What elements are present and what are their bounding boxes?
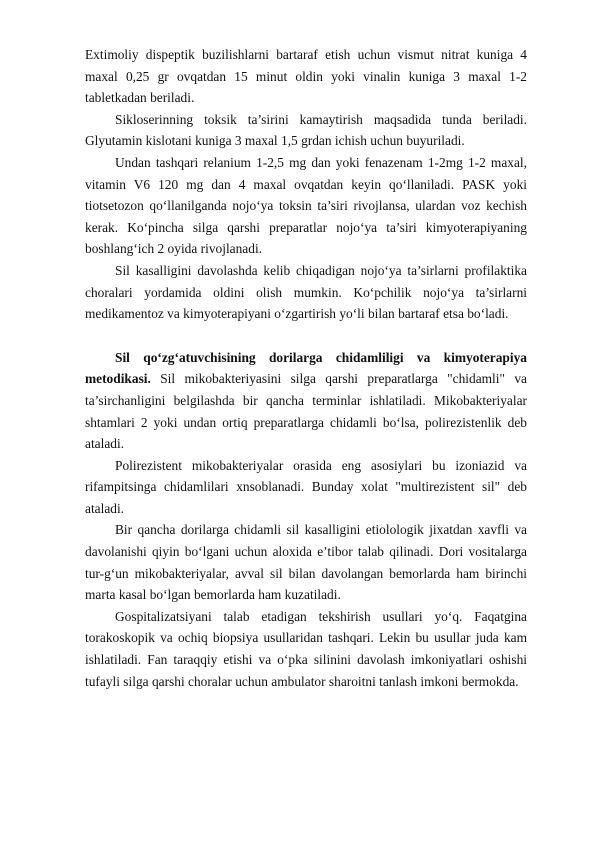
document-page [85,44,527,692]
section-intro-paragraph [85,347,527,455]
section-intro-text: Sil mikobakteriyasini silga qarshi preparatlarga "chidamli" va ta’sirchanligini belgilashda bir qancha terminlar ishlatiladi. Mikobakteriyalar shtamlari 2 yoki undan ortiq preparatlarga chidamli bo‘lsa, polirezistenlik deb ataladi. [85,371,527,452]
paragraph-dyspeptic-treatment: Extimoliy dispeptik buzilishlarni bartaraf etish uchun vismut nitrat kuniga 4 maxal 0,25 gr ovqatdan 15 minut oldin yoki vinalin kuniga 3 maxal 1-2 tabletkadan beriladi. [85,47,527,106]
paragraph-additional-drugs: Undan tashqari relanium 1-2,5 mg dan yoki fenazenam 1-2mg 1-2 maxal, vitamin V6 120 mg dan 4 maxal ovqatdan keyin qo‘llaniladi. PASK yoki tiotsetozon qo‘llanilganda nojo‘ya toksin ta’siri rivojlansa, ulardan voz kechish kerak. Ko‘pincha silga qarshi preparatlar nojo‘ya ta’siri kimyoterapiyaning boshlang‘ich 2 oyida rivojlanadi. [85,154,527,257]
section-spacer [85,325,527,347]
section-title: Sil qo‘zg‘atuvchisining dorilarga chidamliligi va kimyoterapiya metodikasi. [85,349,527,387]
paragraph-multidrug-resistance: Bir qancha dorilarga chidamli sil kasalligini etiolologik jixatdan xavfli va davolanishi qiyin bo‘lgani uchun aloxida e’tibor talab qilinadi. Dori vositalarga tur-g‘un mikobakteriyalar, avval sil bilan davolangan bemorlarda ham birinchi marta kasal bo‘lgan bemorlarda ham kuzatiladi. [85,522,527,603]
paragraph-cycloserine: Sikloserinning toksik ta’sirini kamaytirish maqsadida tunda beriladi. Glyutamin kislotani kuniga 3 maxal 1,5 grdan ichish uchun buyuriladi. [85,111,527,149]
paragraph-hospitalization: Gospitalizatsiyani talab etadigan tekshirish usullari yo‘q. Faqatgina torakoskopik va ochiq biopsiya usullaridan tashqari. Lekin bu usullar juda kam ishlatiladi. Fan taraqqiy etishi va o‘pka silinini davolash imkoniyatlari oshishi tufayli silga qarshi choralar uchun ambulator sharoitni tanlash imkoni bermokda. [85,608,527,689]
paragraph-polyresistant: Polirezistent mikobakteriyalar orasida eng asosiylari bu izoniazid va rifampitsinga chidamlilari xnsoblanadi. Bunday xolat "multirezistent sil" deb ataladi. [85,457,527,516]
paragraph-side-effect-prevention: Sil kasalligini davolashda kelib chiqadigan nojo‘ya ta’sirlarni profilaktika choralari yordamida oldini olish mumkin. Ko‘pchilik nojo‘ya ta’sirlarni medikamentoz va kimyoterapiyani o‘zgartirish yo‘li bilan bartaraf etsa bo‘ladi. [85,262,527,322]
